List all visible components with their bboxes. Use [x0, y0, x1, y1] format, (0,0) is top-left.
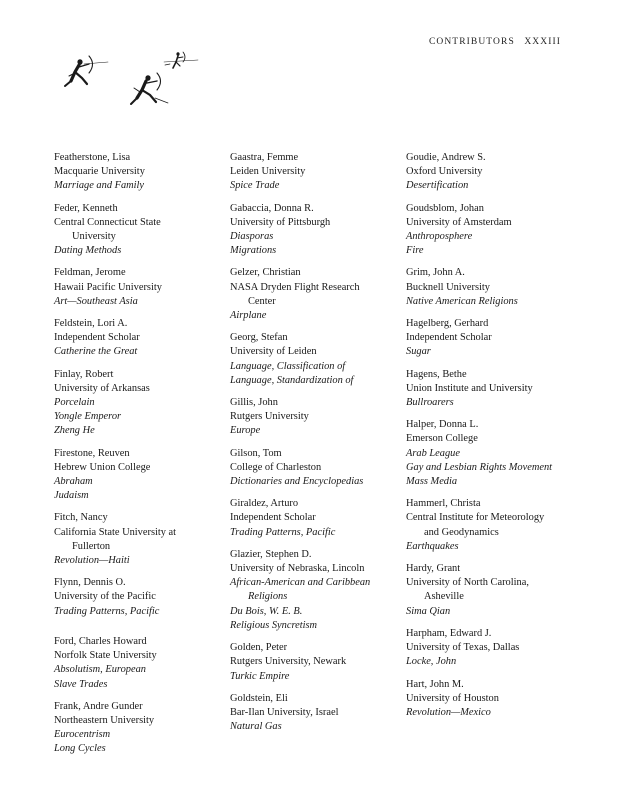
contributor-name: Hardy, Grant [406, 563, 461, 575]
contributor-entry [230, 447, 402, 490]
article-title: Bullroarers [406, 397, 454, 409]
contributor-name: Flynn, Dennis O. [54, 577, 126, 589]
article-title: Dictionaries and Encyclopedias [230, 476, 364, 488]
contributor-affiliation: Norfolk State University [54, 650, 157, 662]
article-title: Europe [230, 425, 261, 437]
article-title: Sugar [406, 346, 431, 358]
contributors-column-3 [406, 151, 578, 728]
article-title: Absolutism, European [54, 664, 146, 676]
article-title: Yongle Emperor [54, 411, 122, 423]
contributor-affiliation: Bar-Ilan University, Israel [230, 706, 339, 718]
article-title: Trading Patterns, Pacific [230, 526, 336, 538]
contributor-name: Gaastra, Femme [230, 152, 299, 163]
contributor-affiliation: Bucknell University [406, 281, 490, 293]
article-title: Gay and Lesbian Rights Movement [406, 461, 553, 473]
contributor-affiliation: NASA Dryden Flight Research [230, 281, 360, 293]
contributor-name: Gilson, Tom [230, 447, 282, 459]
article-title: Earthquakes [406, 540, 459, 552]
contributor-entry [230, 497, 402, 540]
contributor-affiliation: Center [248, 295, 276, 307]
article-title: Revolution—Haiti [54, 555, 130, 567]
article-title: Turkic Empire [230, 670, 290, 682]
article-title: Art—Southeast Asia [54, 295, 138, 307]
contributor-entry [406, 317, 578, 360]
contributor-entry [406, 202, 578, 259]
contributor-affiliation: Oxford University [406, 166, 483, 178]
contributor-name: Giraldez, Arturo [230, 498, 299, 510]
contributor-affiliation: Independent Scholar [230, 512, 316, 524]
contributor-affiliation: University of Arkansas [54, 382, 150, 394]
contributor-name: Finlay, Robert [54, 368, 114, 380]
article-title: Du Bois, W. E. B. [230, 605, 303, 617]
contributor-name: Feldman, Jerome [54, 267, 126, 279]
contributor-entry [406, 418, 578, 489]
contributors-column-2 [230, 151, 402, 742]
article-title: Religions [248, 591, 288, 603]
contributor-entry [54, 368, 224, 439]
article-title: Fire [406, 245, 424, 257]
contributor-name: Firestone, Reuven [54, 447, 130, 459]
contributor-affiliation: Leiden University [230, 166, 306, 178]
article-title: Dating Methods [54, 245, 122, 257]
contributor-entry [406, 562, 578, 619]
contributor-affiliation: Rutgers University [230, 411, 309, 423]
contributor-entry [54, 700, 224, 757]
article-title: Diasporas [230, 231, 274, 243]
contributor-entry [406, 627, 578, 670]
contributor-name: Frank, Andre Gunder [54, 700, 143, 712]
contributor-name: Glazier, Stephen D. [230, 548, 312, 560]
contributor-name: Goudie, Andrew S. [406, 152, 486, 163]
contributor-entry [54, 511, 224, 568]
header-title: CONTRIBUTORS [428, 37, 515, 47]
contributor-affiliation: Central Connecticut State [54, 216, 161, 228]
contributor-affiliation: University of Leiden [230, 346, 317, 358]
contributor-name: Hagens, Bethe [406, 368, 467, 380]
contributor-affiliation: University of Amsterdam [406, 216, 512, 228]
contributor-entry [230, 202, 402, 259]
contributor-name: Gabaccia, Donna R. [230, 202, 314, 214]
article-title: Desertification [406, 180, 469, 192]
article-title: Arab League [406, 447, 460, 459]
article-title: Revolution—Mexico [406, 706, 491, 718]
running-header [429, 37, 561, 47]
contributor-affiliation: University of Pittsburgh [230, 216, 331, 228]
contributor-name: Georg, Stefan [230, 332, 288, 344]
article-title: Native American Religions [406, 295, 518, 307]
contributor-affiliation: College of Charleston [230, 461, 322, 473]
article-title: Eurocentrism [54, 729, 111, 741]
contributor-name: Goldstein, Eli [230, 692, 288, 704]
contributor-entry [54, 576, 224, 619]
contributor-entry [230, 548, 402, 633]
article-title: Spice Trade [230, 180, 280, 192]
contributor-entry [406, 151, 578, 194]
contributor-name: Hammerl, Christa [406, 498, 481, 510]
contributor-entry [54, 317, 224, 360]
contributor-entry [54, 447, 224, 504]
petroglyph-archers-illustration [60, 48, 210, 112]
article-title: Language, Standardization of [230, 374, 354, 386]
contributor-affiliation: Fullerton [72, 540, 111, 552]
contributor-name: Gelzer, Christian [230, 267, 301, 279]
contributor-affiliation: Independent Scholar [54, 332, 140, 344]
contributor-affiliation: Central Institute for Meteorology [406, 512, 545, 524]
contributor-entry [230, 641, 402, 684]
contributor-entry [406, 497, 578, 554]
article-title: Religious Syncretism [230, 619, 318, 631]
contributor-affiliation: and Geodynamics [424, 526, 499, 538]
contributor-name: Gillis, John [230, 397, 278, 409]
contributor-affiliation: University [72, 231, 116, 243]
contributor-affiliation: Independent Scholar [406, 332, 492, 344]
contributor-name: Goudsblom, Johan [406, 202, 484, 214]
contributor-affiliation: Asheville [424, 591, 464, 603]
contributor-affiliation: Hebrew Union College [54, 461, 151, 473]
contributor-affiliation: University of North Carolina, [406, 577, 529, 589]
contributor-entry [54, 151, 224, 194]
contributor-affiliation: University of Texas, Dallas [406, 642, 520, 654]
contributor-entry [230, 331, 402, 388]
contributor-name: Grim, John A. [406, 267, 465, 279]
article-title: Slave Trades [54, 678, 108, 690]
contributor-affiliation: Hawaii Pacific University [54, 281, 162, 293]
contributor-affiliation: Union Institute and University [406, 382, 533, 394]
contributor-entry [406, 368, 578, 411]
contributor-affiliation: University of Nebraska, Lincoln [230, 563, 365, 575]
article-title: Language, Classification of [230, 360, 346, 372]
article-title: Locke, John [406, 656, 457, 668]
contributor-affiliation: Northeastern University [54, 714, 155, 726]
spacer [54, 627, 224, 635]
contributor-affiliation: University of the Pacific [54, 591, 156, 603]
contributor-entry [230, 396, 402, 439]
contributor-affiliation: Rutgers University, Newark [230, 656, 347, 668]
article-title: Marriage and Family [54, 180, 145, 192]
article-title: Migrations [230, 245, 277, 257]
article-title: Judaism [54, 490, 89, 502]
contributor-entry [54, 202, 224, 259]
article-title: Catherine the Great [54, 346, 138, 358]
contributor-name: Harpham, Edward J. [406, 627, 492, 639]
contributor-name: Ford, Charles Howard [54, 635, 147, 647]
contributor-name: Feldstein, Lori A. [54, 318, 128, 330]
article-title: Zheng He [54, 425, 95, 437]
article-title: Airplane [230, 310, 267, 322]
contributor-affiliation: Macquarie University [54, 166, 145, 178]
article-title: Long Cycles [54, 743, 106, 755]
contributor-name: Hart, John M. [406, 678, 464, 690]
article-title: Sima Qian [406, 605, 451, 617]
article-title: Abraham [54, 476, 93, 488]
contributor-affiliation: California State University at [54, 526, 177, 538]
article-title: Porcelain [54, 397, 95, 409]
contributor-entry [54, 635, 224, 692]
contributor-name: Halper, Donna L. [406, 419, 479, 431]
contributor-name: Feder, Kenneth [54, 202, 118, 214]
contributor-entry [406, 266, 578, 309]
article-title: Trading Patterns, Pacific [54, 605, 160, 617]
contributor-affiliation: Emerson College [406, 433, 478, 445]
page-number: XXXIII [524, 37, 561, 47]
contributor-entry [54, 266, 224, 309]
contributor-entry [406, 678, 578, 721]
contributor-entry [230, 692, 402, 735]
article-title: Anthroposphere [406, 231, 473, 243]
contributor-name: Fitch, Nancy [54, 512, 108, 524]
article-title: Natural Gas [230, 721, 282, 733]
contributor-name: Golden, Peter [230, 642, 288, 654]
contributor-entry [230, 266, 402, 323]
article-title: Mass Media [406, 476, 458, 488]
contributor-name: Hagelberg, Gerhard [406, 318, 489, 330]
article-title: African-American and Caribbean [230, 577, 371, 589]
contributor-affiliation: University of Houston [406, 692, 499, 704]
contributor-entry [230, 151, 402, 194]
contributors-column-1 [54, 151, 224, 765]
contributor-name: Featherstone, Lisa [54, 152, 131, 163]
